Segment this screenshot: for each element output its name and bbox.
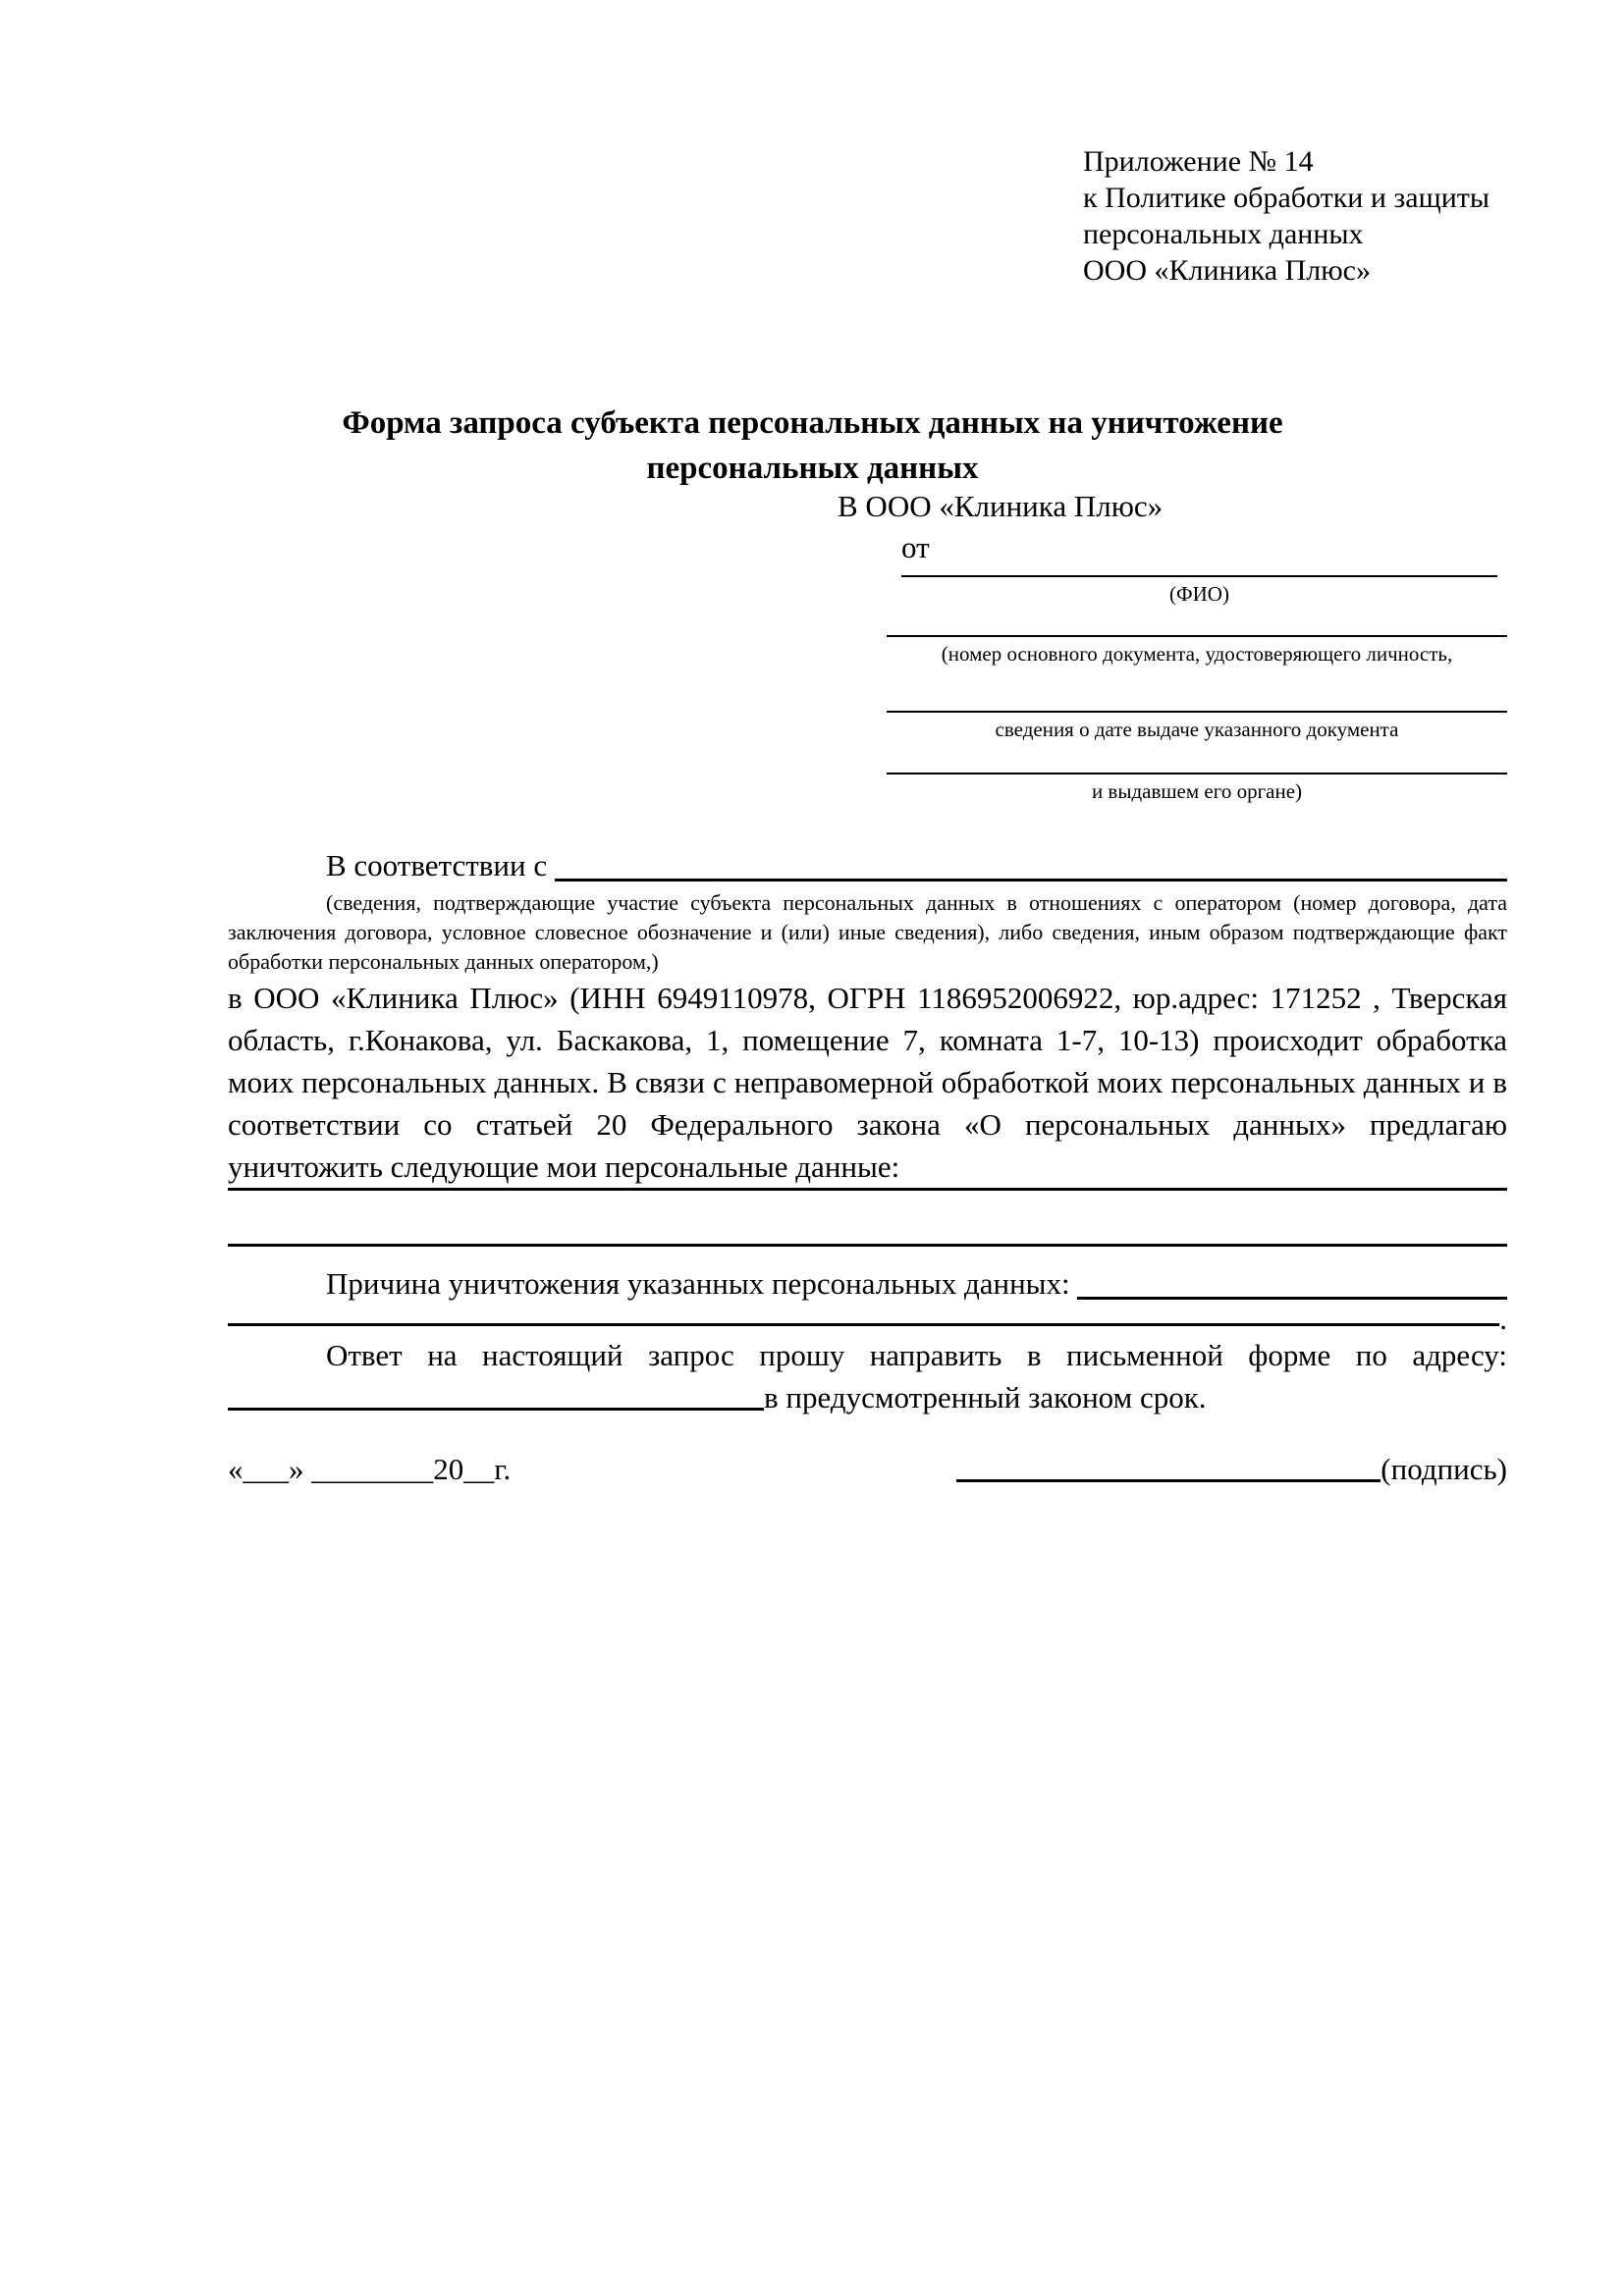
field-caption: сведения о дате выдаче указанного документа <box>995 718 1399 741</box>
main-paragraph: в ООО «Клиника Плюс» (ИНН 6949110978, ОГРН 1186952006922, юр.адрес: 171252 , Тверская область, г.Конакова, ул. Баскакова, 1, помещение 7, комната 1-7, 10-13) происходит обработка моих персональных данных. В связи с неправомерной обработкой моих персональных данных и в соответствии со статьей 20 Федерального закона «О персональных данных» предлагаю уничтожить следующие мои персональные данные: <box>228 981 1507 1184</box>
answer-line: Ответ на настоящий запрос прошу направить в письменной форме по адресу: <box>326 1338 1507 1372</box>
form-title-line-1: Форма запроса субъекта персональных данных на уничтожение <box>342 405 1283 441</box>
signature-block <box>956 1448 1507 1490</box>
accordance-line <box>228 844 1507 886</box>
reason-blank-line-2 <box>228 1323 1499 1326</box>
form-title-line-2: персональных данных <box>646 451 979 486</box>
appendix-line: Приложение № 14 <box>1083 145 1314 178</box>
field-caption: (номер основного документа, удостоверяющего личность, <box>941 642 1453 666</box>
address-blank-line <box>228 1408 764 1411</box>
period: . <box>1499 1302 1507 1336</box>
field-caption: (ФИО) <box>1169 582 1229 606</box>
signature-caption: (подпись) <box>1380 1452 1507 1486</box>
document-body <box>228 844 1507 1490</box>
fio-field <box>901 575 1497 607</box>
reason-continuation-line <box>228 1302 1507 1336</box>
appendix-header <box>1083 143 1489 289</box>
form-title <box>157 400 1468 491</box>
accordance-blank-line <box>555 879 1507 881</box>
recipient-company: В ООО «Клиника Плюс» <box>838 489 1164 523</box>
id-document-field <box>887 635 1507 667</box>
appendix-line: к Политике обработки и защиты <box>1083 182 1490 214</box>
issuing-authority-field <box>887 773 1507 804</box>
issue-date-field <box>887 711 1507 742</box>
blank-line-1 <box>228 1188 1507 1191</box>
blank-line-2 <box>228 1244 1507 1247</box>
answer-suffix: в предусмотренный законом срок. <box>764 1380 1207 1415</box>
reason-line <box>228 1262 1507 1305</box>
accordance-label: В соответствии с <box>326 848 555 882</box>
appendix-line: персональных данных <box>1083 218 1364 250</box>
answer-continuation-line <box>228 1376 1507 1418</box>
from-label: от <box>901 530 930 564</box>
field-caption: и выдавшем его органе) <box>1091 779 1303 803</box>
date-line: «___» ________20__г. <box>228 1452 512 1486</box>
reason-label: Причина уничтожения указанных персональных данных: <box>326 1266 1078 1301</box>
accordance-note: (сведения, подтверждающие участие субъекта персональных данных в отношениях с оператором (номер договора, дата заключения договора, условное словесное обозначение и (или) иные сведения), либо сведения, иным образом подтверждающие факт обработки персональных данных оператором,) <box>228 890 1507 974</box>
footer-row <box>228 1448 1507 1490</box>
signature-blank-line <box>956 1479 1380 1482</box>
appendix-line: ООО «Клиника Плюс» <box>1083 254 1371 287</box>
reason-blank-line <box>1077 1297 1507 1300</box>
